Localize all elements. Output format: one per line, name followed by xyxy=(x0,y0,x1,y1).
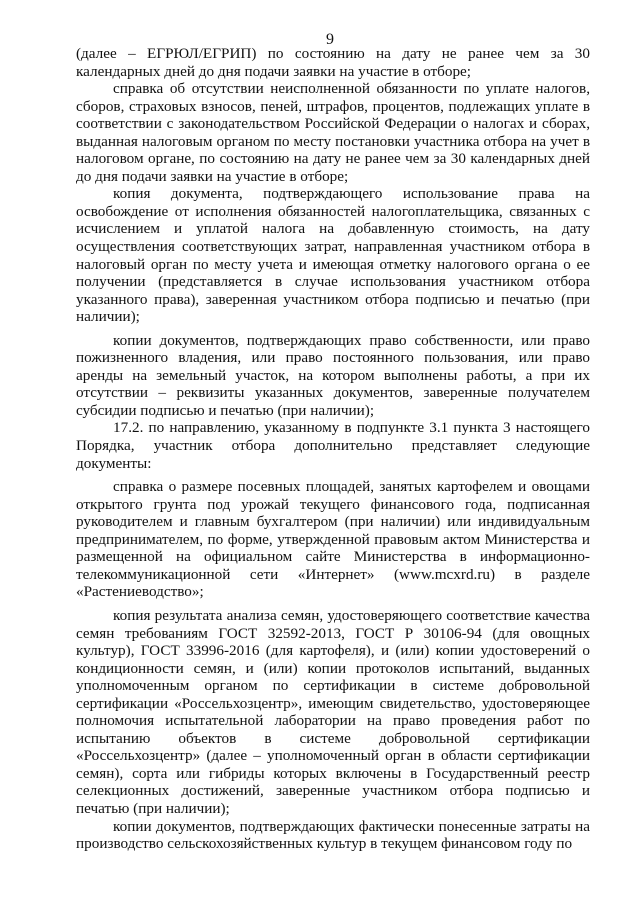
paragraph-sown-area-certificate: справка о размере посевных площадей, занятых картофелем и овощами открытого грунта под урожай текущего финансового года, подписанная руководителем и главным бухгалтером (при наличии) или индивидуальным предпринимателем, по форме, утвержденной правовым актом Министерства и размещенной на официальном сайте Министерства в информационно-телекоммуникационной сети «Интернет» (www.mcxrd.ru) в разделе «Растениеводство»; xyxy=(76,478,590,601)
paragraph-cost-documents: копии документов, подтверждающих фактически понесенные затраты на производство сельскохозяйственных культур в текущем финансовом году по xyxy=(76,817,590,853)
paragraph-tax-debt-certificate: справка об отсутствии неисполненной обязанности по уплате налогов, сборов, страховых взносов, пеней, штрафов, процентов, подлежащих уплате в соответствии с законодательством Российской Федерации о налогах и сборах, выданная налоговым органом по месту постановки участника отбора на учет в налоговом органе, по состоянию на дату не ранее чем за 30 календарных дней до дня подачи заявки на участие в отборе; xyxy=(76,80,590,185)
paragraph-section-17-2: 17.2. по направлению, указанному в подпункте 3.1 пункта 3 настоящего Порядка, участник отбора дополнительно представляет следующие документы: xyxy=(76,419,590,472)
document-body xyxy=(76,45,590,853)
paragraph-vat-exemption-copy: копия документа, подтверждающего использование права на освобождение от исполнения обязанностей налогоплательщика, связанных с исчислением и уплатой налога на добавленную стоимость, на дату осуществления соответствующих затрат, направленная участником отбора в налоговый орган по месту учета и имеющая отметку налогового органа о ее получении (представляется в случае использования участником отбора указанного права), заверенная участником отбора подписью и печатью (при наличии); xyxy=(76,185,590,326)
paragraph-seed-analysis-copy: копия результата анализа семян, удостоверяющего соответствие качества семян требованиям ГОСТ 32592-2013, ГОСТ Р 30106-94 (для овощных культур), ГОСТ 33996-2016 (для картофеля), и (или) копии удостоверений о кондиционности семян, и (или) копии протоколов испытаний, выданных уполномоченным органом по сертификации в системе добровольной сертификации «Россельхозцентр», имеющим свидетельство, удостоверяющее полномочия испытательной лаборатории на право проведения работ по испытанию объектов в системе добровольной сертификации «Россельхозцентр» (далее – уполномоченный орган в области сертификации семян), сорта или гибриды которых включены в Государственный реестр селекционных достижений, заверенные участником отбора подписью и печатью (при наличии); xyxy=(76,606,590,817)
page-number: 9 xyxy=(326,31,334,48)
paragraph-land-rights-documents: копии документов, подтверждающих право собственности, или право пожизненного владения, или право постоянного пользования, или право аренды на земельный участок, на котором выполнены работы, а при их отсутствии – реквизиты указанных документов, заверенные получателем субсидии подписью и печатью (при наличии); xyxy=(76,331,590,419)
paragraph-egrul-extract-continuation: (далее – ЕГРЮЛ/ЕГРИП) по состоянию на дату не ранее чем за 30 календарных дней до дня подачи заявки на участие в отборе; xyxy=(76,45,590,80)
